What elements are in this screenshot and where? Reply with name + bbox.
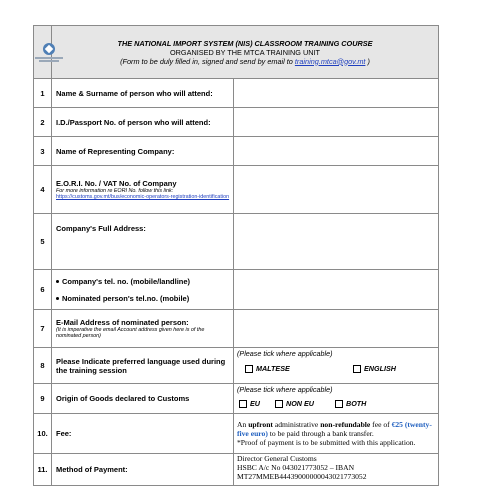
fee-text: fee of [370, 420, 392, 429]
company-address-field[interactable] [234, 214, 439, 270]
payee-name: Director General Customs [237, 454, 317, 463]
eu-label: EU [250, 399, 260, 408]
row-number: 8 [34, 348, 52, 384]
registration-form [33, 25, 438, 486]
row-label: Please Indicate preferred language used during the training session [52, 348, 234, 384]
nominated-tel-text: Nominated person's tel.no. (mobile) [62, 293, 190, 303]
row-number: 7 [34, 310, 52, 348]
checkbox-icon [353, 365, 361, 373]
mtca-logo-icon [34, 41, 64, 63]
checkbox-icon [245, 365, 253, 373]
origin-checkboxes [237, 399, 438, 408]
row-11 [34, 454, 439, 486]
both-label: BOTH [346, 399, 367, 408]
row-10 [34, 414, 439, 454]
nominated-tel-label [56, 294, 231, 303]
row-number: 1 [34, 79, 52, 108]
row-5 [34, 214, 439, 270]
row-6 [34, 270, 439, 310]
both-checkbox[interactable] [335, 399, 366, 408]
email-note: (It is imperative the email Account address given here is of the nominated person) [56, 326, 205, 339]
row-label: Name & Surname of person who will attend: [52, 79, 234, 108]
checkbox-icon [335, 400, 343, 408]
origin-options [234, 384, 439, 414]
row-number: 10. [34, 414, 52, 454]
fee-proof-note: *Proof of payment is to be submitted with this application. [237, 438, 416, 447]
form-header [34, 26, 439, 79]
logo-cell [34, 26, 52, 79]
company-tel-text: Company's tel. no. (mobile/landline) [62, 276, 191, 286]
email-field[interactable] [234, 310, 439, 348]
bank-account: HSBC A/c No 043021773052 – IBAN [237, 463, 355, 472]
checkbox-icon [239, 400, 247, 408]
row-7 [34, 310, 439, 348]
english-checkbox[interactable] [353, 364, 396, 373]
eori-note: For more information re EORI No. follow this link: [56, 187, 174, 194]
fee-description [234, 414, 439, 454]
form-title: THE NATIONAL IMPORT SYSTEM (NIS) CLASSROOM TRAINING COURSE [117, 38, 373, 48]
fee-text: administrative [272, 420, 321, 429]
checkbox-icon [275, 400, 283, 408]
non-eu-checkbox[interactable] [275, 399, 335, 408]
language-options [234, 348, 439, 384]
english-label: ENGLISH [364, 364, 396, 373]
id-passport-field[interactable] [234, 108, 439, 137]
instruction-prefix: (Form to be duly filled in, signed and send by email to [120, 56, 295, 66]
language-checkboxes [237, 364, 438, 373]
company-name-field[interactable] [234, 137, 439, 166]
fee-amount: €25 (twenty-five euro) [237, 420, 432, 438]
row-label-block [52, 166, 234, 214]
row-label: I.D./Passport No. of person who will attend: [52, 108, 234, 137]
row-label: Name of Representing Company: [52, 137, 234, 166]
row-label: Origin of Goods declared to Customs [52, 384, 234, 414]
tick-hint: (Please tick where applicable) [237, 349, 333, 358]
row-number: 4 [34, 166, 52, 214]
form-table [33, 25, 439, 486]
row-number: 5 [34, 214, 52, 270]
form-title-block [52, 26, 439, 79]
fee-upfront: upfront [248, 420, 273, 429]
row-4 [34, 166, 439, 214]
row-label: Fee: [52, 414, 234, 454]
fee-text: to be paid through a bank transfer. [267, 429, 374, 438]
row-1 [34, 79, 439, 108]
row-label: Company's Full Address: [52, 214, 234, 270]
row-number: 6 [34, 270, 52, 310]
iban: MT27MMEB44439000000043021773052 [237, 472, 367, 481]
row-label: Method of Payment: [52, 454, 234, 486]
eu-checkbox[interactable] [239, 399, 275, 408]
row-label: E.O.R.I. No. / VAT No. of Company [56, 178, 177, 188]
row-number: 9 [34, 384, 52, 414]
instruction-suffix: ) [365, 56, 370, 66]
eori-link[interactable]: https://customs.gov.mt/bus/economic-operators-registration-identification [56, 194, 230, 200]
row-number: 2 [34, 108, 52, 137]
row-label-block [52, 310, 234, 348]
maltese-checkbox[interactable] [245, 364, 353, 373]
fee-non-refundable: non-refundable [320, 420, 371, 429]
training-email-link[interactable]: training.mtca@gov.mt [294, 56, 366, 66]
row-number: 3 [34, 137, 52, 166]
row-9 [34, 384, 439, 414]
non-eu-label: NON EU [286, 399, 314, 408]
attendee-name-field[interactable] [234, 79, 439, 108]
form-subtitle: ORGANISED BY THE MTCA TRAINING UNIT [169, 47, 320, 57]
row-number: 11. [34, 454, 52, 486]
company-tel-label [56, 277, 231, 286]
tick-hint: (Please tick where applicable) [237, 385, 333, 394]
fee-text: An [237, 420, 249, 429]
eori-vat-field[interactable] [234, 166, 439, 214]
row-3 [34, 137, 439, 166]
telephone-field[interactable] [234, 270, 439, 310]
row-8 [34, 348, 439, 384]
row-2 [34, 108, 439, 137]
row-label-block [52, 270, 234, 310]
form-instruction [56, 57, 434, 66]
maltese-label: MALTESE [256, 364, 290, 373]
payment-details [234, 454, 439, 486]
row-label: E-Mail Address of nominated person: [56, 317, 189, 327]
